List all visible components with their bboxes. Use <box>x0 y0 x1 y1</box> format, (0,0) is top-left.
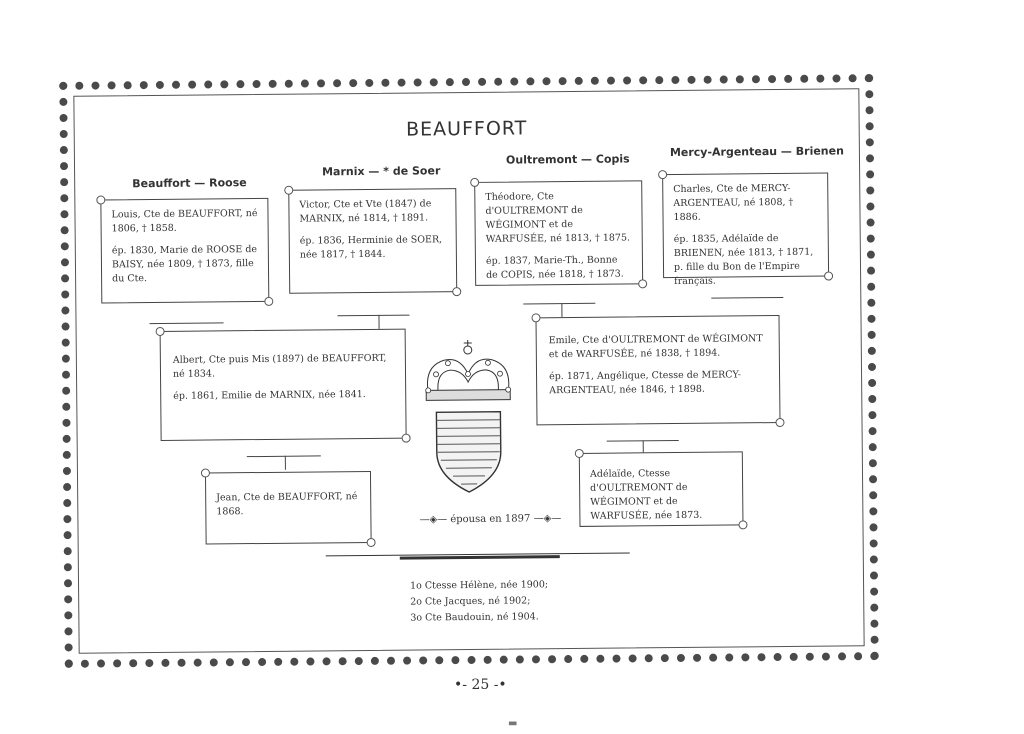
marriage-year-text: épousa en 1897 <box>450 513 531 526</box>
person-text: Théodore, Cte d'OULTREMONT de WÉGIMONT et de WARFUSÉE, né 1813, † 1875. <box>485 191 631 245</box>
person-box-theodore-oultremont <box>474 180 643 286</box>
person-text: Jean, Cte de BEAUFFORT, né 1868. <box>216 491 358 518</box>
genealogy-frame <box>59 74 879 668</box>
person-box-victor-marnix <box>288 188 457 294</box>
child-item: 2o Cte Jacques, né 1902; <box>410 595 531 608</box>
person-text: Emile, Cte d'OULTREMONT de WÉGIMONT et de WARFUSÉE, né 1838, † 1894. <box>548 333 763 361</box>
person-text: Charles, Cte de MERCY-ARGENTEAU, né 1808, † 1886. <box>673 182 794 224</box>
marriage-text: ép. 1835, Adélaïde de BRIENEN, née 1813, † 1871, p. fille du Bon de l'Empire français. <box>673 233 814 288</box>
person-text: Adélaïde, Ctesse d'OULTREMONT de WÉGIMONT et de WARFUSÉE, née 1873. <box>589 468 703 522</box>
children-list <box>410 577 548 626</box>
ornament-icon: —◈— <box>419 514 448 526</box>
marriage-text: ép. 1871, Angélique, Ctesse de MERCY-ARGENTEAU, née 1846, † 1898. <box>549 369 742 397</box>
column-heading-mercy-brienen: Mercy-Argenteau — Brienen <box>669 144 844 160</box>
printer-mark: ▬ <box>508 718 518 729</box>
marriage-caption <box>419 513 561 525</box>
person-text: Victor, Cte et Vte (1847) de MARNIX, né 1814, † 1891. <box>299 198 432 225</box>
column-heading-oultremont-copis: Oultremont — Copis <box>505 152 630 167</box>
marriage-text: ép. 1830, Marie de ROOSE de BAISY, née 1809, † 1873, fille du Cte. <box>111 244 258 285</box>
person-box-emile-oultremont <box>535 315 780 425</box>
person-text: Louis, Cte de BEAUFFORT, né 1806, † 1858. <box>111 208 258 235</box>
person-box-charles-mercy <box>662 173 829 288</box>
coat-of-arms <box>414 335 524 500</box>
child-item: 1o Ctesse Hélène, née 1900; <box>410 579 549 592</box>
person-box-albert-beauffort <box>160 329 407 441</box>
person-box-adelaide-oultremont <box>579 451 744 527</box>
marriage-text: ép. 1836, Herminie de SOER, née 1817, † 1844. <box>299 234 443 261</box>
marriage-text: ép. 1837, Marie-Th., Bonne de COPIS, née 1818, † 1873. <box>485 254 624 281</box>
page-title: BEAUFFORT <box>405 117 528 141</box>
person-text: Albert, Cte puis Mis (1897) de BEAUFFORT, né 1834. <box>172 352 387 380</box>
column-heading-marnix-soer: Marnix — * de Soer <box>322 164 441 179</box>
person-box-louis-beauffort <box>100 198 269 304</box>
connector-line <box>285 456 286 470</box>
ornament-icon: —◈— <box>533 513 562 525</box>
person-box-jean-beauffort <box>205 471 372 545</box>
column-heading-beauffort-roose: Beauffort — Roose <box>132 176 247 191</box>
page-number: •- 25 -• <box>454 677 507 693</box>
marriage-text: ép. 1861, Emilie de MARNIX, née 1841. <box>173 388 366 402</box>
child-item: 3o Cte Baudouin, né 1904. <box>410 611 539 624</box>
crown-shield-icon <box>414 335 524 496</box>
